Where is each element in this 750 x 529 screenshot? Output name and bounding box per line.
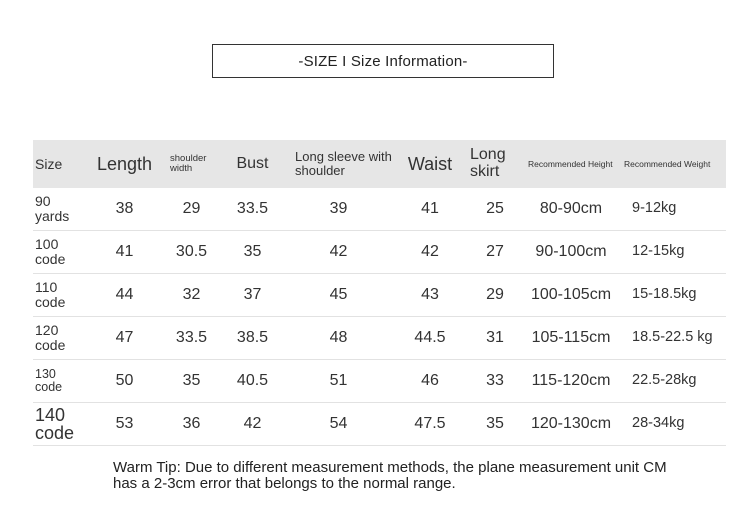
weight-cell: 9-12kg bbox=[632, 200, 677, 217]
header-long-skirt: Long skirt bbox=[470, 146, 506, 180]
waist-cell: 41 bbox=[421, 200, 439, 217]
waist-cell: 44.5 bbox=[414, 329, 446, 346]
height-cell: 120-130cm bbox=[530, 415, 612, 432]
sleeve-cell: 51 bbox=[329, 372, 348, 389]
weight-cell: 15-18.5kg bbox=[632, 286, 697, 303]
warm-tip: Warm Tip: Due to different measurement methods, the plane measurement unit CM has a 2-3cm error that belongs to the normal range. bbox=[113, 459, 667, 492]
header-recommended-weight: Recommended Weight bbox=[624, 158, 711, 169]
bust-cell: 37 bbox=[243, 286, 262, 303]
header-long-sleeve: Long sleeve with shoulder bbox=[295, 149, 392, 178]
shoulder-cell: 30.5 bbox=[175, 243, 208, 260]
shoulder-cell: 36 bbox=[182, 415, 201, 432]
waist-cell: 46 bbox=[421, 372, 439, 389]
weight-cell: 28-34kg bbox=[632, 415, 685, 432]
skirt-cell: 27 bbox=[486, 243, 504, 260]
waist-cell: 42 bbox=[421, 243, 439, 260]
height-cell: 90-100cm bbox=[535, 243, 607, 260]
header-size: Size bbox=[35, 155, 63, 172]
sleeve-cell: 39 bbox=[329, 200, 348, 217]
weight-cell: 18.5-22.5 kg bbox=[632, 329, 713, 346]
skirt-cell: 25 bbox=[486, 200, 504, 217]
weight-cell: 22.5-28kg bbox=[632, 372, 697, 389]
weight-cell: 12-15kg bbox=[632, 243, 685, 260]
size-cell: 90 yards bbox=[35, 193, 70, 224]
sleeve-cell: 45 bbox=[329, 286, 348, 303]
shoulder-cell: 29 bbox=[182, 200, 201, 217]
bust-cell: 35 bbox=[243, 243, 262, 260]
size-table bbox=[33, 140, 726, 446]
skirt-cell: 33 bbox=[486, 372, 504, 389]
sleeve-cell: 54 bbox=[329, 415, 348, 432]
bust-cell: 33.5 bbox=[236, 200, 269, 217]
height-cell: 115-120cm bbox=[531, 372, 611, 389]
length-cell: 50 bbox=[115, 372, 134, 389]
skirt-cell: 31 bbox=[486, 329, 504, 346]
header-shoulder-width: shoulder width bbox=[170, 153, 207, 174]
size-cell: 110 code bbox=[35, 279, 66, 310]
shoulder-cell: 33.5 bbox=[175, 329, 208, 346]
length-cell: 38 bbox=[115, 200, 134, 217]
bust-cell: 42 bbox=[243, 415, 262, 432]
waist-cell: 43 bbox=[421, 286, 439, 303]
size-info-title bbox=[212, 44, 554, 78]
bust-cell: 40.5 bbox=[236, 372, 269, 389]
table-row bbox=[33, 360, 726, 403]
bust-cell: 38.5 bbox=[236, 329, 269, 346]
waist-cell: 47.5 bbox=[414, 415, 446, 432]
shoulder-cell: 32 bbox=[182, 286, 201, 303]
length-cell: 41 bbox=[115, 243, 134, 260]
skirt-cell: 29 bbox=[486, 286, 504, 303]
height-cell: 100-105cm bbox=[530, 286, 612, 303]
table-row bbox=[33, 274, 726, 317]
shoulder-cell: 35 bbox=[182, 372, 201, 389]
table-row bbox=[33, 231, 726, 274]
length-cell: 47 bbox=[115, 329, 134, 346]
size-cell: 120 code bbox=[35, 322, 66, 353]
table-row bbox=[33, 403, 726, 446]
skirt-cell: 35 bbox=[486, 415, 504, 432]
size-info-title-text: -SIZE I Size Information- bbox=[298, 52, 468, 70]
length-cell: 44 bbox=[115, 286, 134, 303]
header-length: Length bbox=[96, 153, 153, 174]
table-row bbox=[33, 317, 726, 360]
sleeve-cell: 48 bbox=[329, 329, 348, 346]
height-cell: 80-90cm bbox=[539, 200, 603, 217]
height-cell: 105-115cm bbox=[531, 329, 611, 346]
table-header bbox=[33, 140, 726, 188]
size-cell: 140 code bbox=[35, 405, 75, 443]
header-waist: Waist bbox=[407, 153, 453, 174]
table-row bbox=[33, 188, 726, 231]
header-recommended-height: Recommended Height bbox=[528, 158, 613, 169]
header-bust: Bust bbox=[236, 154, 269, 172]
size-cell: 130 code bbox=[35, 366, 63, 394]
length-cell: 53 bbox=[115, 415, 134, 432]
size-cell: 100 code bbox=[35, 236, 66, 267]
sleeve-cell: 42 bbox=[329, 243, 348, 260]
